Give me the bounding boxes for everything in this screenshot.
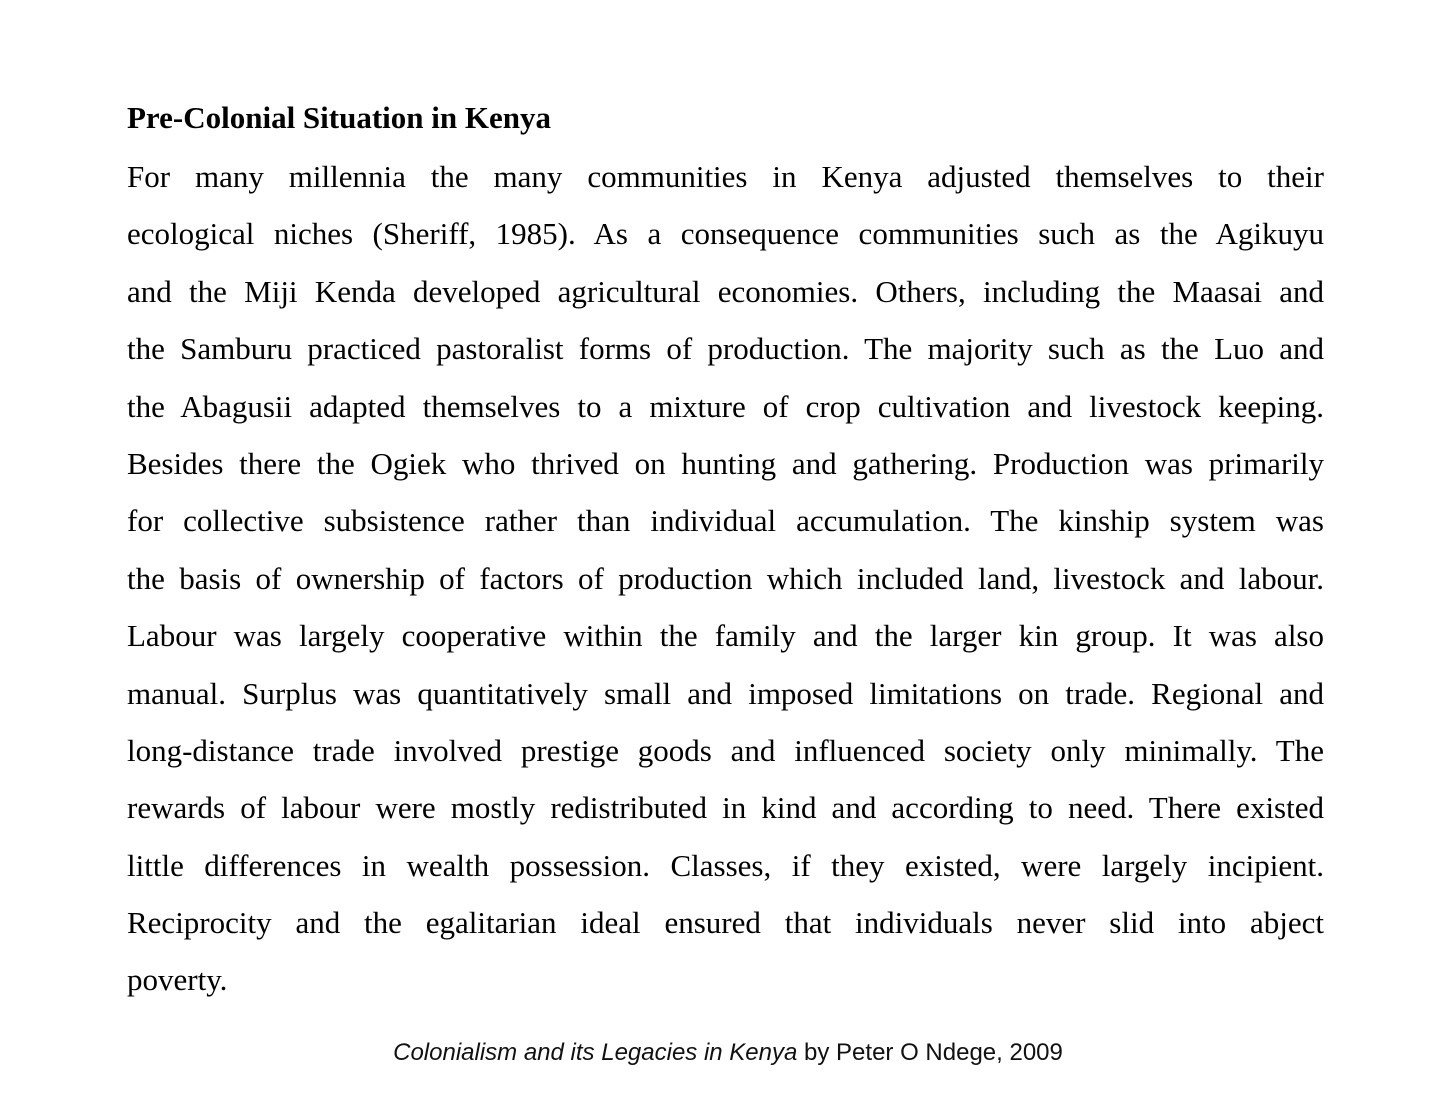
- document-body: [127, 96, 1324, 1009]
- caption-byline: by Peter O Ndege, 2009: [797, 1039, 1063, 1066]
- paragraph-line: long-distance trade involved prestige goods and influenced society only minimally. The: [127, 732, 1324, 768]
- paragraph-line: the Samburu practiced pastoralist forms of production. The majority such as the Luo and: [127, 331, 1324, 367]
- paragraph-line: manual. Surplus was quantitatively small and imposed limitations on trade. Regional and: [127, 675, 1324, 711]
- paragraph: [127, 148, 1324, 1009]
- paragraph-line: the Abagusii adapted themselves to a mixture of crop cultivation and livestock keeping.: [127, 388, 1324, 424]
- paragraph-line: and the Miji Kenda developed agricultural economies. Others, including the Maasai and: [127, 273, 1324, 309]
- paragraph-line: Labour was largely cooperative within the family and the larger kin group. It was also: [127, 618, 1324, 654]
- paragraph-line: poverty.: [127, 962, 228, 998]
- paragraph-line: the basis of ownership of factors of production which included land, livestock and labour.: [127, 560, 1324, 596]
- paragraph-line: rewards of labour were mostly redistributed in kind and according to need. There existed: [127, 790, 1324, 826]
- paragraph-line: little differences in wealth possession. Classes, if they existed, were largely incipient.: [127, 847, 1324, 883]
- paragraph-line: For many millennia the many communities in Kenya adjusted themselves to their: [127, 159, 1324, 194]
- paragraph-line: Besides there the Ogiek who thrived on hunting and gathering. Production was primarily: [127, 445, 1324, 481]
- caption-book-title: Colonialism and its Legacies in Kenya: [393, 1039, 798, 1066]
- section-heading: Pre-Colonial Situation in Kenya: [127, 100, 551, 135]
- paragraph-line: Reciprocity and the egalitarian ideal ensured that individuals never slid into abject: [127, 905, 1324, 941]
- source-caption: [0, 1038, 1456, 1068]
- paragraph-line: for collective subsistence rather than individual accumulation. The kinship system was: [127, 503, 1324, 539]
- paragraph-line: ecological niches (Sheriff, 1985). As a consequence communities such as the Agikuyu: [127, 216, 1324, 252]
